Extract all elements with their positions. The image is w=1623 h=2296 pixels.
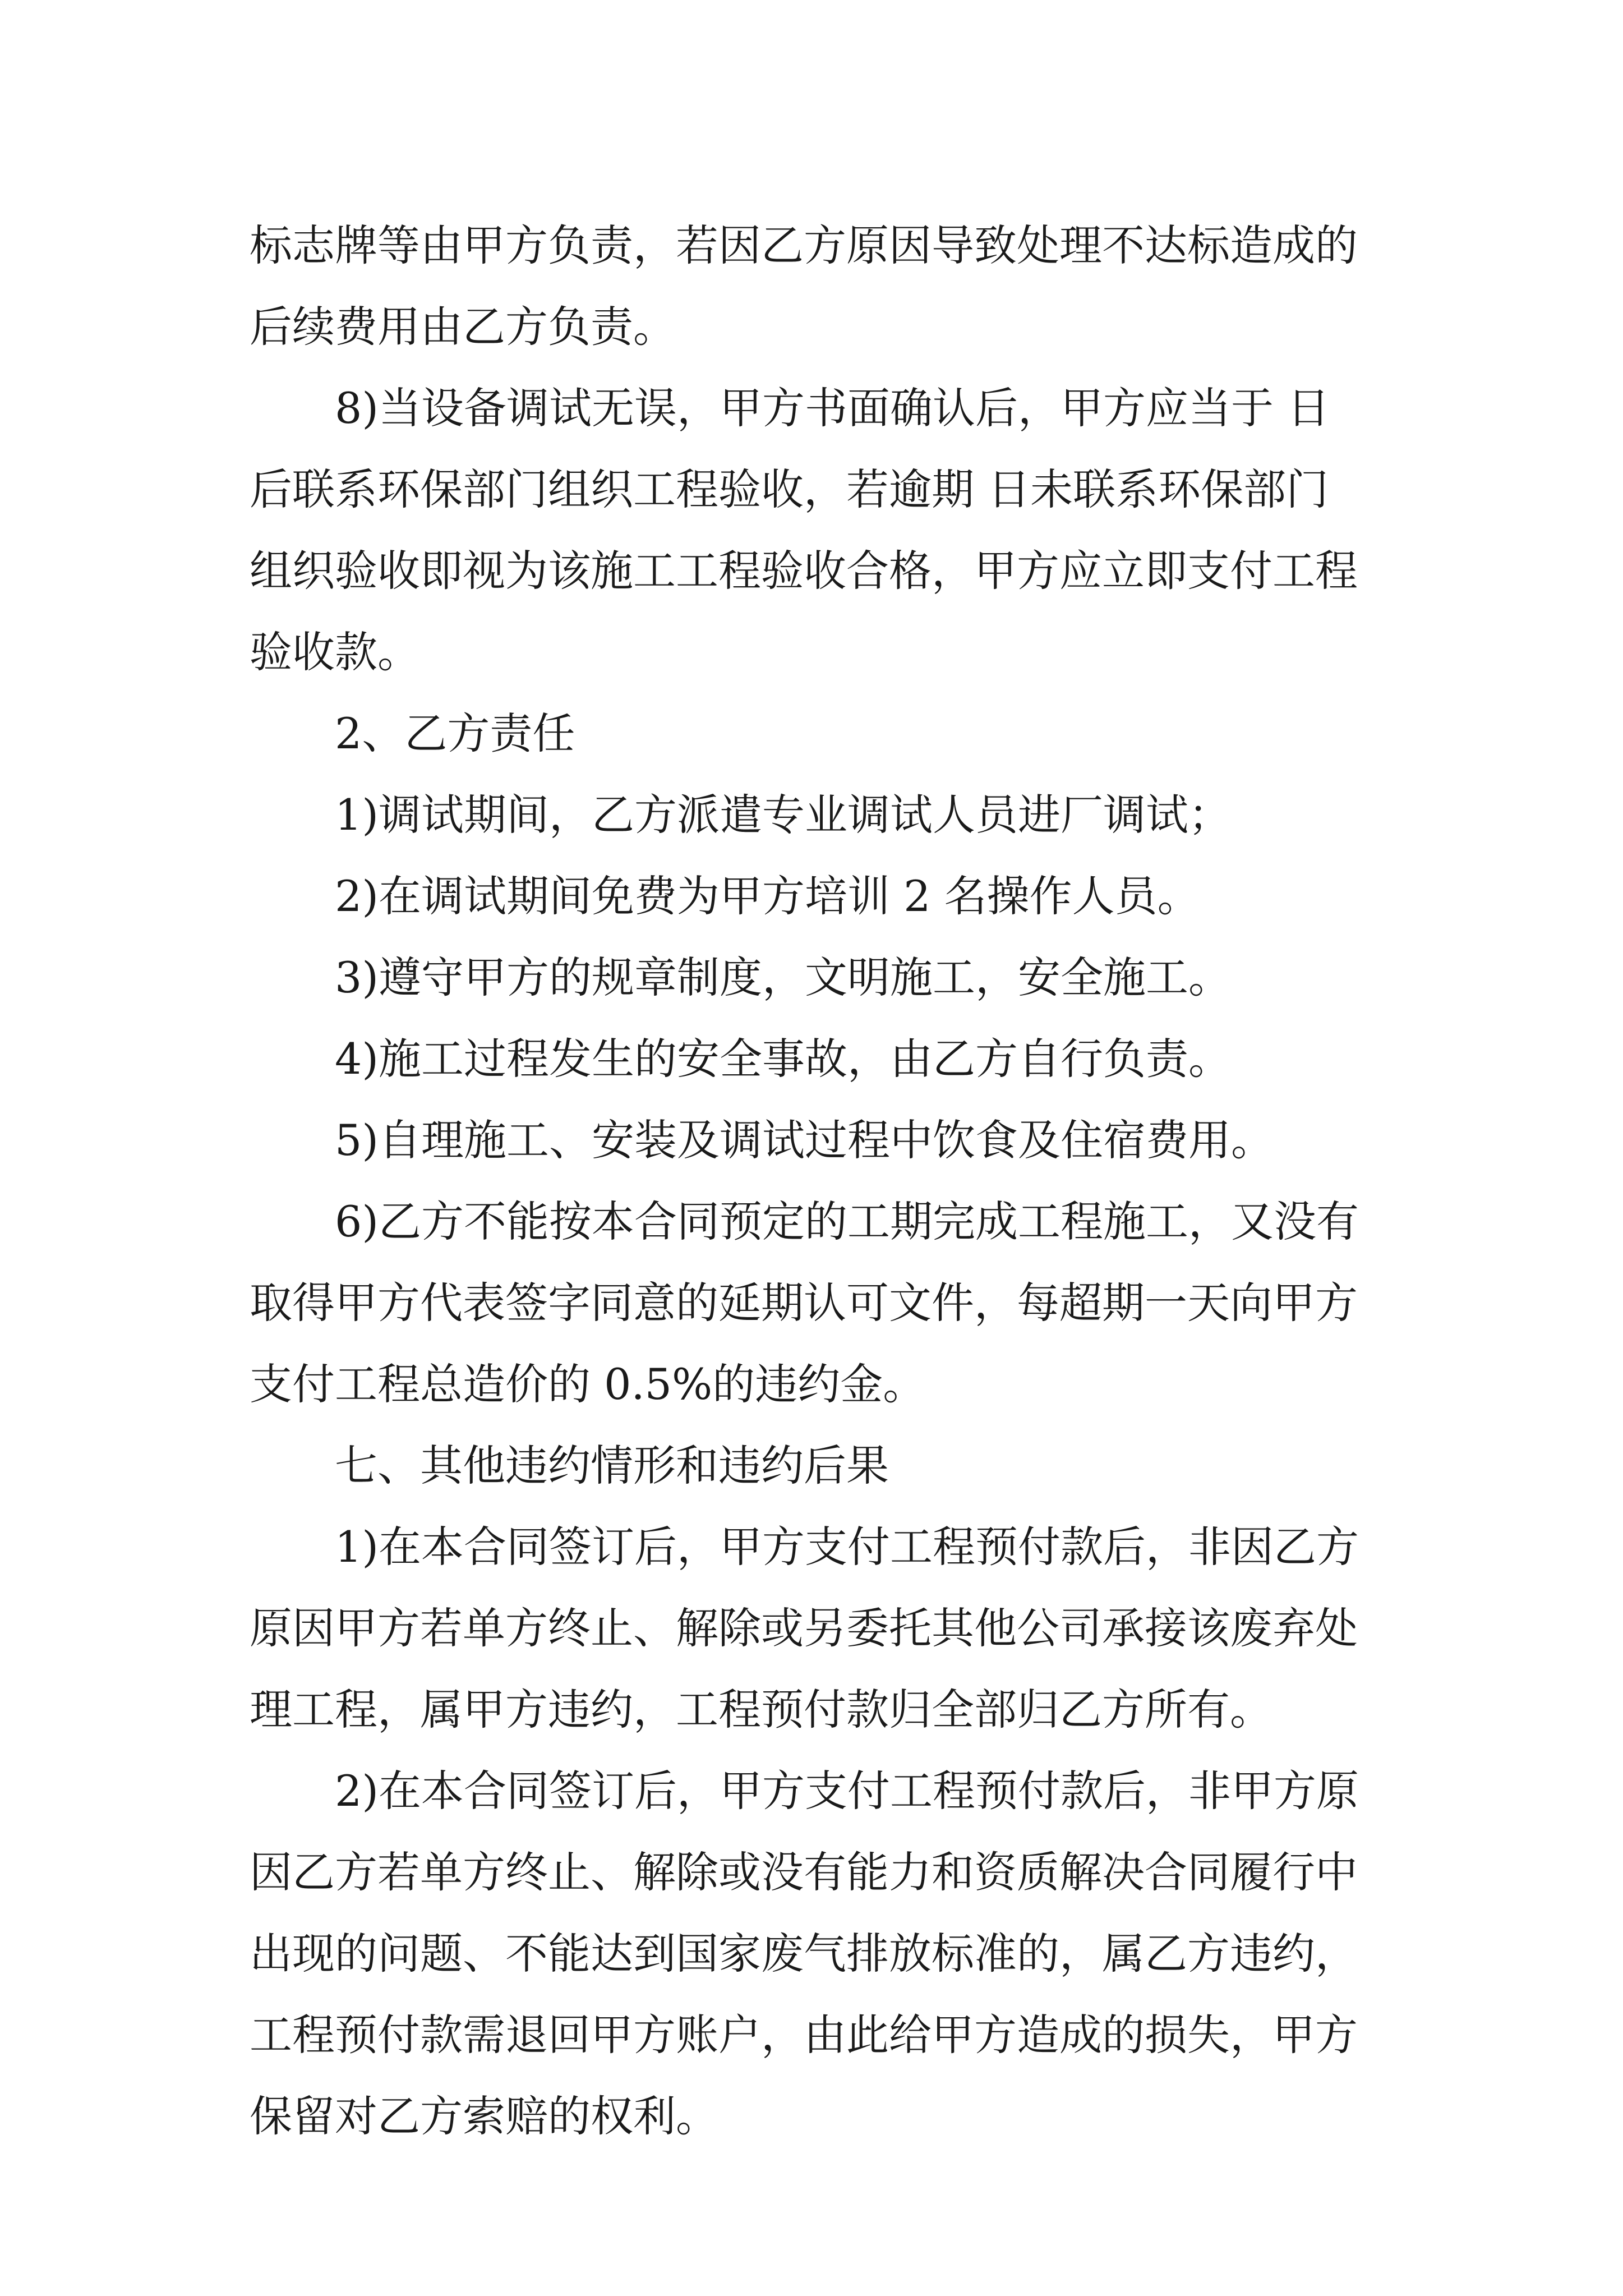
text-line: 2)在本合同签订后，甲方支付工程预付款后，非甲方原 (335, 1766, 1359, 1816)
section-heading: 七、其他违约情形和违约后果 (335, 1441, 889, 1490)
text-line: 8)当设备调试无误，甲方书面确认后，甲方应当于 日 (335, 383, 1330, 433)
text-line: 5)自理施工、安装及调试过程中饮食及住宿费用。 (335, 1115, 1274, 1165)
text-line: 因乙方若单方终止、解除或没有能力和资质解决合同履行中 (250, 1847, 1358, 1897)
text-line: 取得甲方代表签字同意的延期认可文件，每超期一天向甲方 (250, 1278, 1358, 1328)
text-line: 工程预付款需退回甲方账户，由此给甲方造成的损失，甲方 (250, 2010, 1358, 2060)
text-line: 1)在本合同签订后，甲方支付工程预付款后，非因乙方 (335, 1522, 1359, 1572)
text-line: 理工程，属甲方违约，工程预付款归全部归乙方所有。 (250, 1685, 1272, 1734)
text-line: 支付工程总造价的 0.5%的违约金。 (250, 1359, 926, 1409)
text-line: 4)施工过程发生的安全事故，由乙方自行负责。 (335, 1034, 1232, 1084)
text-line: 后联系环保部门组织工程验收，若逾期 日未联系环保部门 (250, 464, 1329, 514)
text-line: 保留对乙方索赔的权利。 (250, 2091, 718, 2141)
text-line: 标志牌等由甲方负责，若因乙方原因导致处理不达标造成的 (250, 220, 1358, 270)
text-line: 2)在调试期间免费为甲方培训 2 名操作人员。 (335, 871, 1200, 921)
text-line: 组织验收即视为该施工工程验收合格，甲方应立即支付工程 (250, 546, 1358, 596)
text-line: 原因甲方若单方终止、解除或另委托其他公司承接该废弃处 (250, 1603, 1358, 1653)
document-body (250, 205, 1394, 2157)
text-line: 验收款。 (250, 627, 420, 677)
text-line: 3)遵守甲方的规章制度，文明施工，安全施工。 (335, 953, 1232, 1002)
text-line: 1)调试期间，乙方派遣专业调试人员进厂调试； (335, 790, 1232, 840)
section-heading: 2、乙方责任 (335, 708, 575, 758)
text-line: 6)乙方不能按本合同预定的工期完成工程施工，又没有 (335, 1197, 1359, 1246)
text-line: 后续费用由乙方负责。 (250, 302, 676, 352)
text-line: 出现的问题、不能达到国家废气排放标准的，属乙方违约， (250, 1929, 1358, 1978)
